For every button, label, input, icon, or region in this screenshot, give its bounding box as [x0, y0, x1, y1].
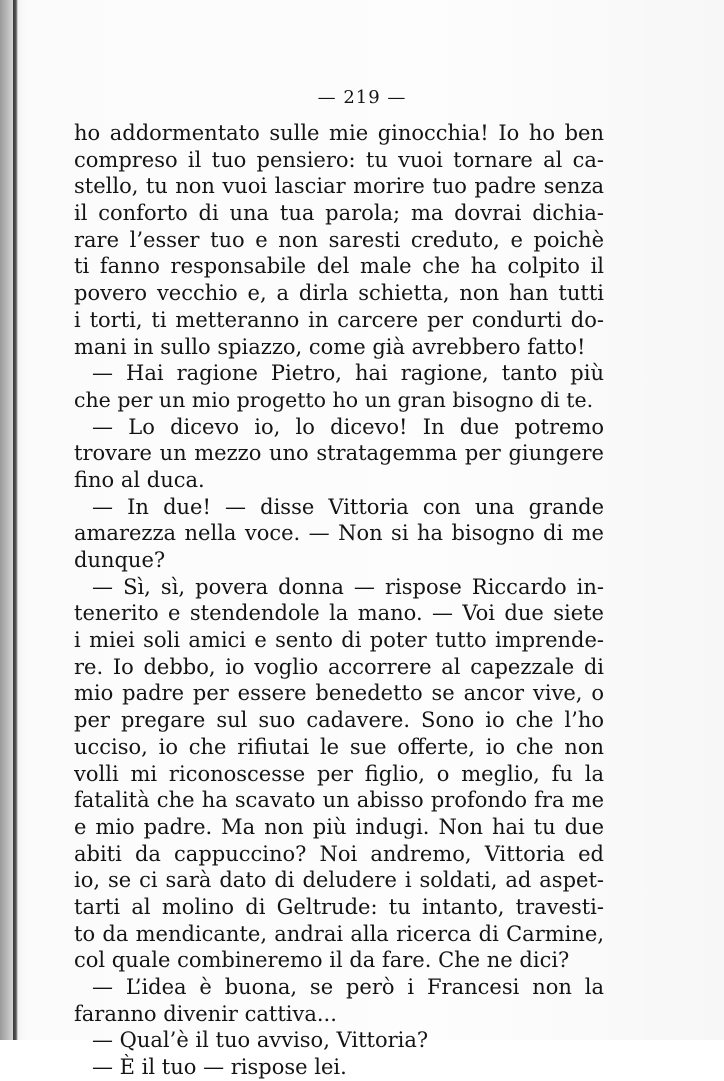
- text-line: col quale combineremo il da fare. Che ne dici?: [74, 948, 570, 973]
- text-line: ucciso, io che rifiutai le sue offerte, io che non: [74, 734, 604, 759]
- text-line: trovare un mezzo uno stratagemma per giungere: [74, 441, 604, 466]
- text-line: fatalità che ha scavato un abisso profondo fra me: [74, 788, 604, 813]
- text-line: abiti da cappuccino? Noi andremo, Vittoria ed: [74, 841, 604, 866]
- text-line: tarti al molino di Geltrude: tu intanto, travesti-: [74, 894, 604, 919]
- text-line: — L’idea è buona, se però i Francesi non la: [92, 975, 604, 999]
- text-line: i torti, ti metteranno in carcere per condurti do-: [74, 307, 604, 332]
- text-line: i miei soli amici e sento di poter tutto imprende-: [74, 628, 604, 653]
- text-line: faranno divenir cattiva...: [74, 1001, 337, 1026]
- text-line: io, se ci sarà dato di deludere i soldati, ad aspet-: [74, 868, 604, 893]
- text-line: tenerito e stendendole la mano. — Voi due siete: [74, 601, 604, 626]
- text-line: — È il tuo — rispose lei.: [92, 1055, 347, 1080]
- text-line: re. Io debbo, io voglio accorrere al capezzale di: [74, 654, 604, 679]
- text-line: ti fanno responsabile del male che ha colpito il: [74, 254, 604, 279]
- binding-edge: [13, 0, 18, 1040]
- text-line: — In due! — disse Vittoria con una grande: [92, 494, 604, 519]
- text-line: — Sì, sì, povera donna — rispose Riccardo in-: [92, 574, 604, 599]
- text-line: volli mi riconoscesse per figlio, o meglio, fu la: [74, 761, 604, 786]
- text-line: stello, tu non vuoi lasciar morire tuo padre senza: [74, 174, 604, 199]
- page-number: — 219 —: [317, 87, 407, 108]
- body-text: [74, 120, 604, 1081]
- text-line: amarezza nella voce. — Non si ha bisogno di me: [74, 521, 604, 546]
- text-line: fino al duca.: [74, 467, 205, 492]
- text-line: — Lo dicevo io, lo dicevo! In due potremo: [92, 414, 604, 439]
- text-line: il conforto di una tua parola; ma dovrai dichia-: [74, 201, 604, 226]
- text-line: to da mendicante, andrai alla ricerca di Carmine,: [74, 921, 604, 946]
- text-line: per pregare sul suo cadavere. Sono io che l’ho: [74, 708, 604, 733]
- text-line: dunque?: [74, 548, 166, 572]
- text-line: compreso il tuo pensiero: tu vuoi tornare al ca-: [74, 147, 604, 172]
- text-line: — Hai ragione Pietro, hai ragione, tanto più: [92, 361, 604, 386]
- text-line: — Qual’è il tuo avviso, Vittoria?: [92, 1028, 429, 1053]
- text-line: che per un mio progetto ho un gran bisogno di te.: [74, 387, 594, 412]
- text-line: mio padre per essere benedetto se ancor vive, o: [74, 681, 604, 706]
- text-line: rare l’esser tuo e non saresti creduto, e poichè: [74, 227, 604, 252]
- binding-shadow: [0, 0, 13, 1040]
- text-line: ho addormentato sulle mie ginocchia! Io ho ben: [74, 121, 604, 145]
- text-line: e mio padre. Ma non più indugi. Non hai tu due: [74, 814, 604, 839]
- text-line: mani in sullo spiazzo, come già avrebbero fatto!: [74, 334, 586, 359]
- text-line: povero vecchio e, a dirla schietta, non han tutti: [74, 281, 604, 306]
